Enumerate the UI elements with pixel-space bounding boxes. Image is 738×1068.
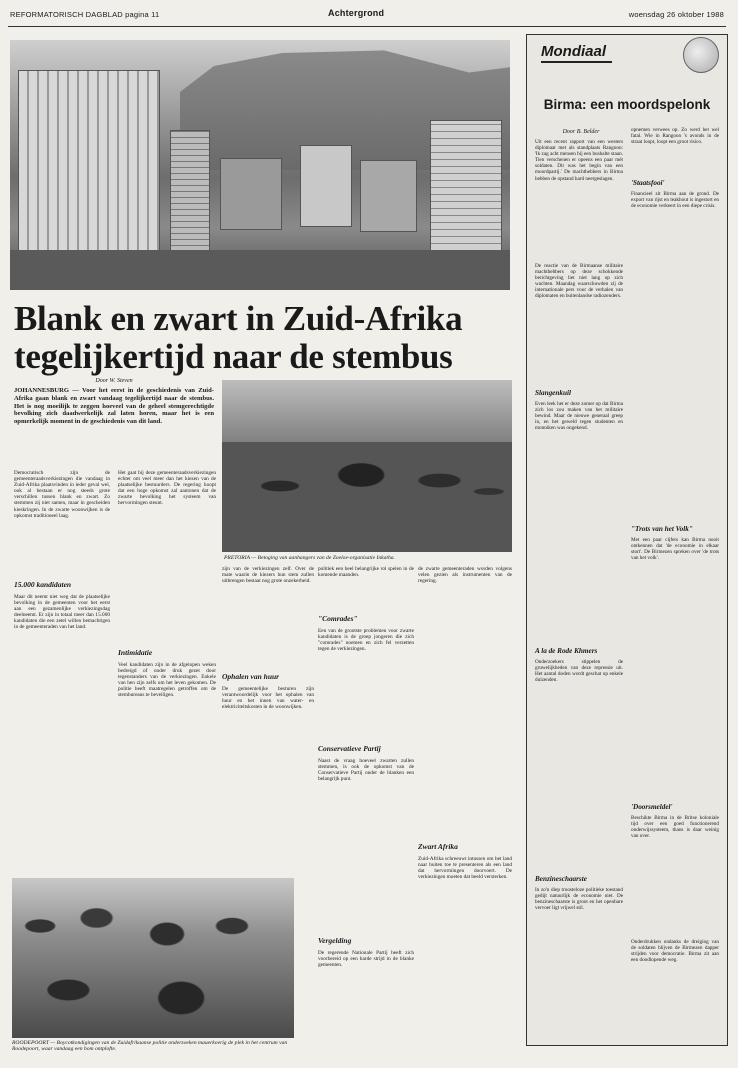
- article-column-3: zijn van de verkiezingen zelf. Over de mate waarin de kiezers hun stem zullen uitbrengen bestaat nog grote onzekerheid.: [222, 566, 314, 585]
- mondiaal-text-1: Uit een recent rapport van een westers diplomaat met als standplaats Rangoon: 'Ik zag acht mensen bij een bushalte staan. Tien verschenen er opeens een paar mét soldaten. Dit was het begin van een moordpartij.' De machthebbers in Birma hebben de opstand hard neergeslagen.: [535, 139, 623, 182]
- section-title: Achtergrond: [328, 8, 385, 18]
- article-column-4: politiek een heel belangrijke rol spelen in de komende maanden.: [318, 566, 414, 579]
- globe-icon: [683, 37, 719, 73]
- article-column-4d: De regerende Nationale Partij heeft zich voorbereid op een harde strijd in de blanke gemeenten.: [318, 950, 414, 969]
- subhead-intimidatie: Intimidatie: [118, 648, 153, 657]
- mondiaal-tag: Mondiaal: [541, 43, 612, 63]
- article-column-5: de zwarte gemeenteraden worden volgens velen gezien als instrumenten van de regering.: [418, 566, 512, 585]
- mondiaal-text-3: Even leek het er deze zomer op dat Birma zich los zou maken van het militaire bewind. Maar de nieuwe generaal greep in, en het geweld tegen studenten en monniken was ongekend.: [535, 401, 623, 432]
- subhead-doorsmeldel: 'Doorsmeldel': [631, 803, 673, 811]
- crowd: [222, 442, 512, 552]
- mondiaal-text-9: In zo'n diep troosteloze politieke toestand gedijt natuurlijk de economie niet. De benzineschaarste is groot en het openbare vervoer ligt vrijwel stil.: [535, 887, 623, 912]
- building: [170, 130, 210, 252]
- mondiaal-text-4: Onderzoekers stippelen de gruwelijkheden van deze repressie uit. Het aantal doden wordt geschat op enkele duizenden.: [535, 659, 623, 684]
- article-column-4c: Naast de vraag hoeveel zwarten zullen stemmen, is ook de opkomst van de Conservatieve Partij onder de blanken een belangrijk punt.: [318, 758, 414, 783]
- mondiaal-text-6: Financieel zit Birma aan de grond. De export van rijst en teakhout is ingestort en de economie verkeert in een diepe crisis.: [631, 191, 719, 210]
- article-column-3b: De gemeentelijke besturen zijn verantwoordelijk voor het ophalen van huur en het innen van water- en elektriciteitskosten in de woonwijken.: [222, 686, 314, 711]
- cape-town-photo: [10, 40, 510, 290]
- mondiaal-text-2: De reactie van de Birmaanse militaire machthebbers op deze schokkende berichtgeving liet niet lang op zich wachten. Maandag waarschuwden zij de internationale pers voor de verhalen van diplomaten en buitenlandse radiozenders.: [535, 263, 623, 300]
- mondiaal-text-5: opnemen verwees op. Zo werd het wel fatal. Wie in Rangoon 's avonds in de straat loopt, loopt een groot risico.: [631, 127, 719, 146]
- photo-caption-roodepoort: ROODEPOORT — Boycotkondigingen van de Zuidafrikaanse politie onderzoeken mauerkoerig de plek in het centrum van Roodepoort, waar vandaag een bom ontplofte.: [12, 1040, 288, 1053]
- roodepoort-photo: [12, 878, 294, 1038]
- subhead-zwart-afrika: Zwart Afrika: [418, 842, 458, 851]
- page-header: [8, 4, 726, 27]
- article-headline: Blank en zwart in Zuid-Afrika tegelijkertijd naar de stembus: [14, 299, 463, 376]
- article-column-1b: Maar dit neemt niet weg dat de plaatselijke bevolking in de gemeenten voor het eerst aan een gezamenlijke verkiezingsdag deelneemt. Er zijn in totaal meer dan 15.000 kandidaten die een zetel willen bemachtigen in de gemeenteraden van het land.: [14, 594, 110, 631]
- subhead-slangenkuil: Slangenkuil: [535, 389, 571, 397]
- building: [220, 158, 282, 230]
- article-byline: Door W. Steven: [95, 378, 133, 384]
- photo-caption-pretoria: PRETORIA — Betoging van aanhangers van de Zoeloe-organisatie Inkatha.: [224, 555, 395, 561]
- subhead-rode-khmers: A la de Rode Khmers: [535, 647, 598, 655]
- article-column-1: Democratisch zijn de gemeenteraadsverkiezingen die vandaag in Zuid-Afrika plaatsvinden in ieder geval wel, ook al bestaan er nog steeds grote verschillen tussen blank en zwart. Zo stemmen zij niet samen, maar in gescheiden kieskringen. In de zwarte woonwijken is de opkomst traditioneel laag.: [14, 470, 110, 519]
- issue-date: woensdag 26 oktober 1988: [628, 10, 724, 19]
- building: [360, 160, 417, 232]
- article-column-4b: Een van de grootste problemen voor zwarte kandidaten is de groep jongeren die zich "comrades" noemen en zich fel verzetten tegen de verkiezingen.: [318, 628, 414, 653]
- article-lede: JOHANNESBURG — Voor het eerst in de geschiedenis van Zuid-Afrika gaan blank en zwart vandaag tegelijkertijd naar de stembus. Het is nog moeilijk te zeggen hoeveel van de geheel stemgerechtigde bevolking zich daadwerkelijk zal laten horen, maar het is een opmerkelijk moment in de geschiedenis van dit land.: [14, 387, 214, 426]
- article-column-2b: Veel kandidaten zijn in de afgelopen weken bedreigd of onder druk gezet door tegenstanders van de verkiezingen. Enkele van hen zijn zelfs om het leven gekomen. De politie heeft maatregelen getroffen om de stembureaus te beveiligen.: [118, 662, 216, 699]
- mondiaal-headline: Birma: een moordspelonk: [543, 97, 711, 112]
- pretoria-photo: [222, 380, 512, 552]
- subhead-trots: "Trots van het Volk": [631, 525, 693, 533]
- subhead-kandidaten: 15.000 kandidaten: [14, 580, 72, 589]
- subhead-staatsfooi: 'Staatsfooi': [631, 179, 665, 187]
- mondiaal-text-10: Onderdrukken ondanks de dreiging van de soldaten blijven de Birmezen dapper strijden voor democratie. Birma zit aan een doodlopende weg.: [631, 939, 719, 964]
- subhead-conservatieve: Conservatieve Partij: [318, 744, 381, 753]
- mondiaal-byline: Door B. Belder: [562, 129, 600, 135]
- subhead-ophalen: Ophalen van huur: [222, 672, 280, 681]
- mondiaal-text-8: Beschikte Birma in de Britse koloniale tijd over een goed functionerend onderwijssysteem, thans is daar weinig van over.: [631, 815, 719, 840]
- subhead-vergelding: Vergelding: [318, 936, 352, 945]
- crowd: [12, 878, 294, 1038]
- subhead-benzineschaarste: Benzineschaarste: [535, 875, 587, 883]
- newspaper-name: REFORMATORISCH DAGBLAD pagina 11: [10, 10, 160, 19]
- article-column-5b: Zuid-Afrika schreeuwt intussen om het land naar buiten toe te presenteren als een land dat hervormingen doorvoert. De verkiezingen moeten dat beeld versterken.: [418, 856, 512, 881]
- mondiaal-column: [526, 34, 728, 1046]
- building: [300, 145, 352, 227]
- article-column-2: Het gaat bij deze gemeenteraadsverkiezingen echter om veel meer dan het kiezen van de plaatselijke bestuurders. De regering hoopt dat een hoge opkomst zal aantonen dat de zwarte bevolking het systeem van hervormingen steunt.: [118, 470, 216, 507]
- road: [10, 250, 510, 290]
- mondiaal-text-7: Met een paar cijfers kan Birma nooit ontkennen dat 'de economie in elkaar stort'. De Birmezen spreken over 'de trots van het volk'.: [631, 537, 719, 562]
- subhead-comrades: "Comrades": [318, 614, 358, 623]
